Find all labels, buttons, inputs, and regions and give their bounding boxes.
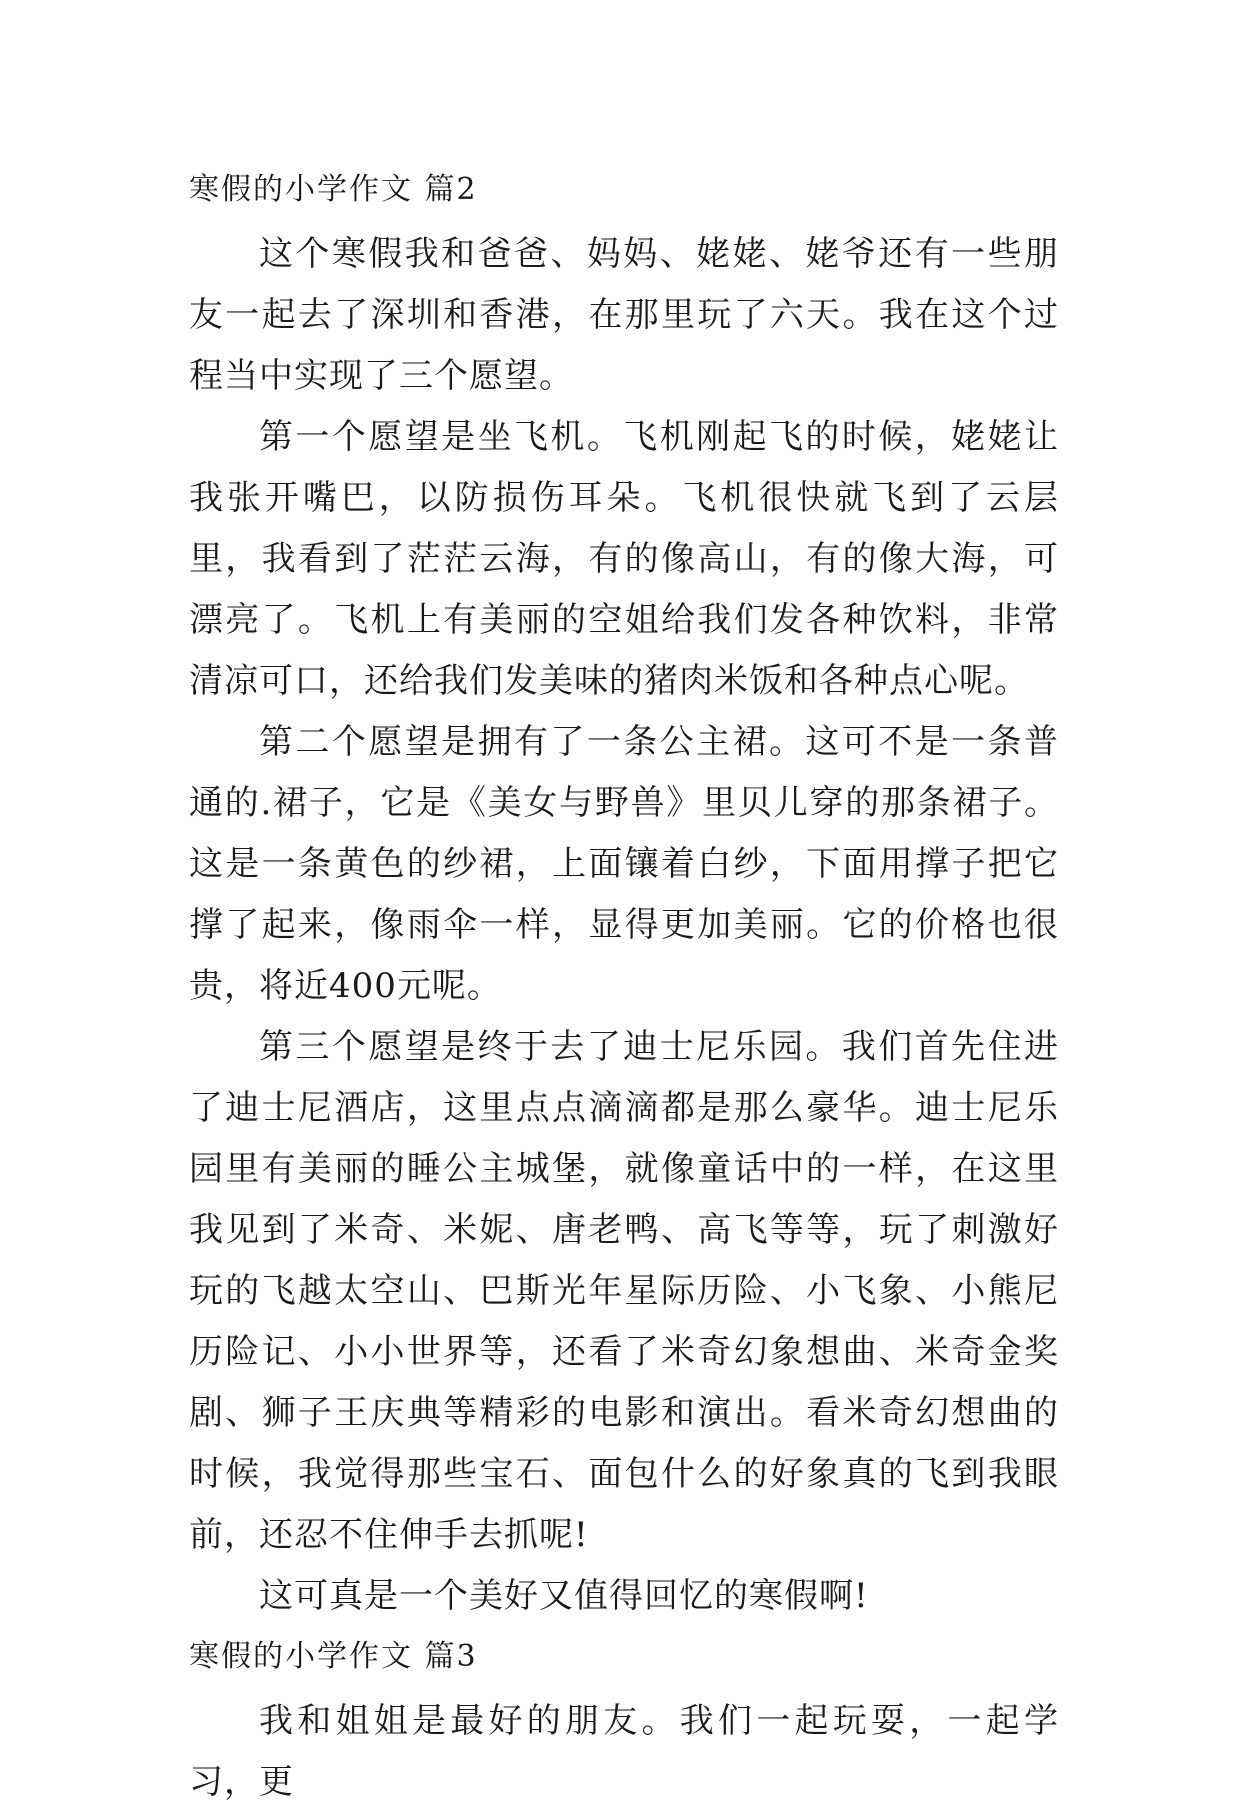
- paragraph: 第一个愿望是坐飞机。飞机刚起飞的时候，姥姥让我张开嘴巴，以防损伤耳朵。飞机很快就飞到了云层里，我看到了茫茫云海，有的像高山，有的像大海，可漂亮了。飞机上有美丽的空姐给我们发各种饮料，非常清凉可口，还给我们发美味的猪肉米饭和各种点心呢。: [189, 417, 1059, 701]
- paragraph: 第三个愿望是终于去了迪士尼乐园。我们首先住进了迪士尼酒店，这里点点滴滴都是那么豪华。迪士尼乐园里有美丽的睡公主城堡，就像童话中的一样，在这里我见到了米奇、米妮、唐老鸭、高飞等等，玩了刺激好玩的飞越太空山、巴斯光年星际历险、小飞象、小熊尼历险记、小小世界等，还看了米奇幻象想曲、米奇金奖剧、狮子王庆典等精彩的电影和演出。看米奇幻想曲的时候，我觉得那些宝石、面包什么的好象真的飞到我眼前，还忍不住伸手去抓呢!: [189, 1027, 1059, 1555]
- paragraph: 这可真是一个美好又值得回忆的寒假啊!: [259, 1576, 869, 1616]
- section-heading: 寒假的小学作文 篇2: [189, 172, 478, 207]
- paragraph: 这个寒假我和爸爸、妈妈、姥姥、姥爷还有一些朋友一起去了深圳和香港，在那里玩了六天。我在这个过程当中实现了三个愿望。: [189, 234, 1059, 396]
- section-heading: 寒假的小学作文 篇3: [189, 1639, 478, 1674]
- paragraph: 第二个愿望是拥有了一条公主裙。这可不是一条普通的.裙子，它是《美女与野兽》里贝儿穿的那条裙子。这是一条黄色的纱裙，上面镶着白纱，下面用撑子把它撑了起来，像雨伞一样，显得更加美丽。它的价格也很贵，将近400元呢。: [189, 722, 1059, 1006]
- essay-section-2: [189, 160, 1059, 1627]
- document-page: [189, 160, 1059, 1813]
- paragraph: 我和姐姐是最好的朋友。我们一起玩耍，一起学习，更: [189, 1701, 1059, 1802]
- essay-section-3: [189, 1627, 1059, 1813]
